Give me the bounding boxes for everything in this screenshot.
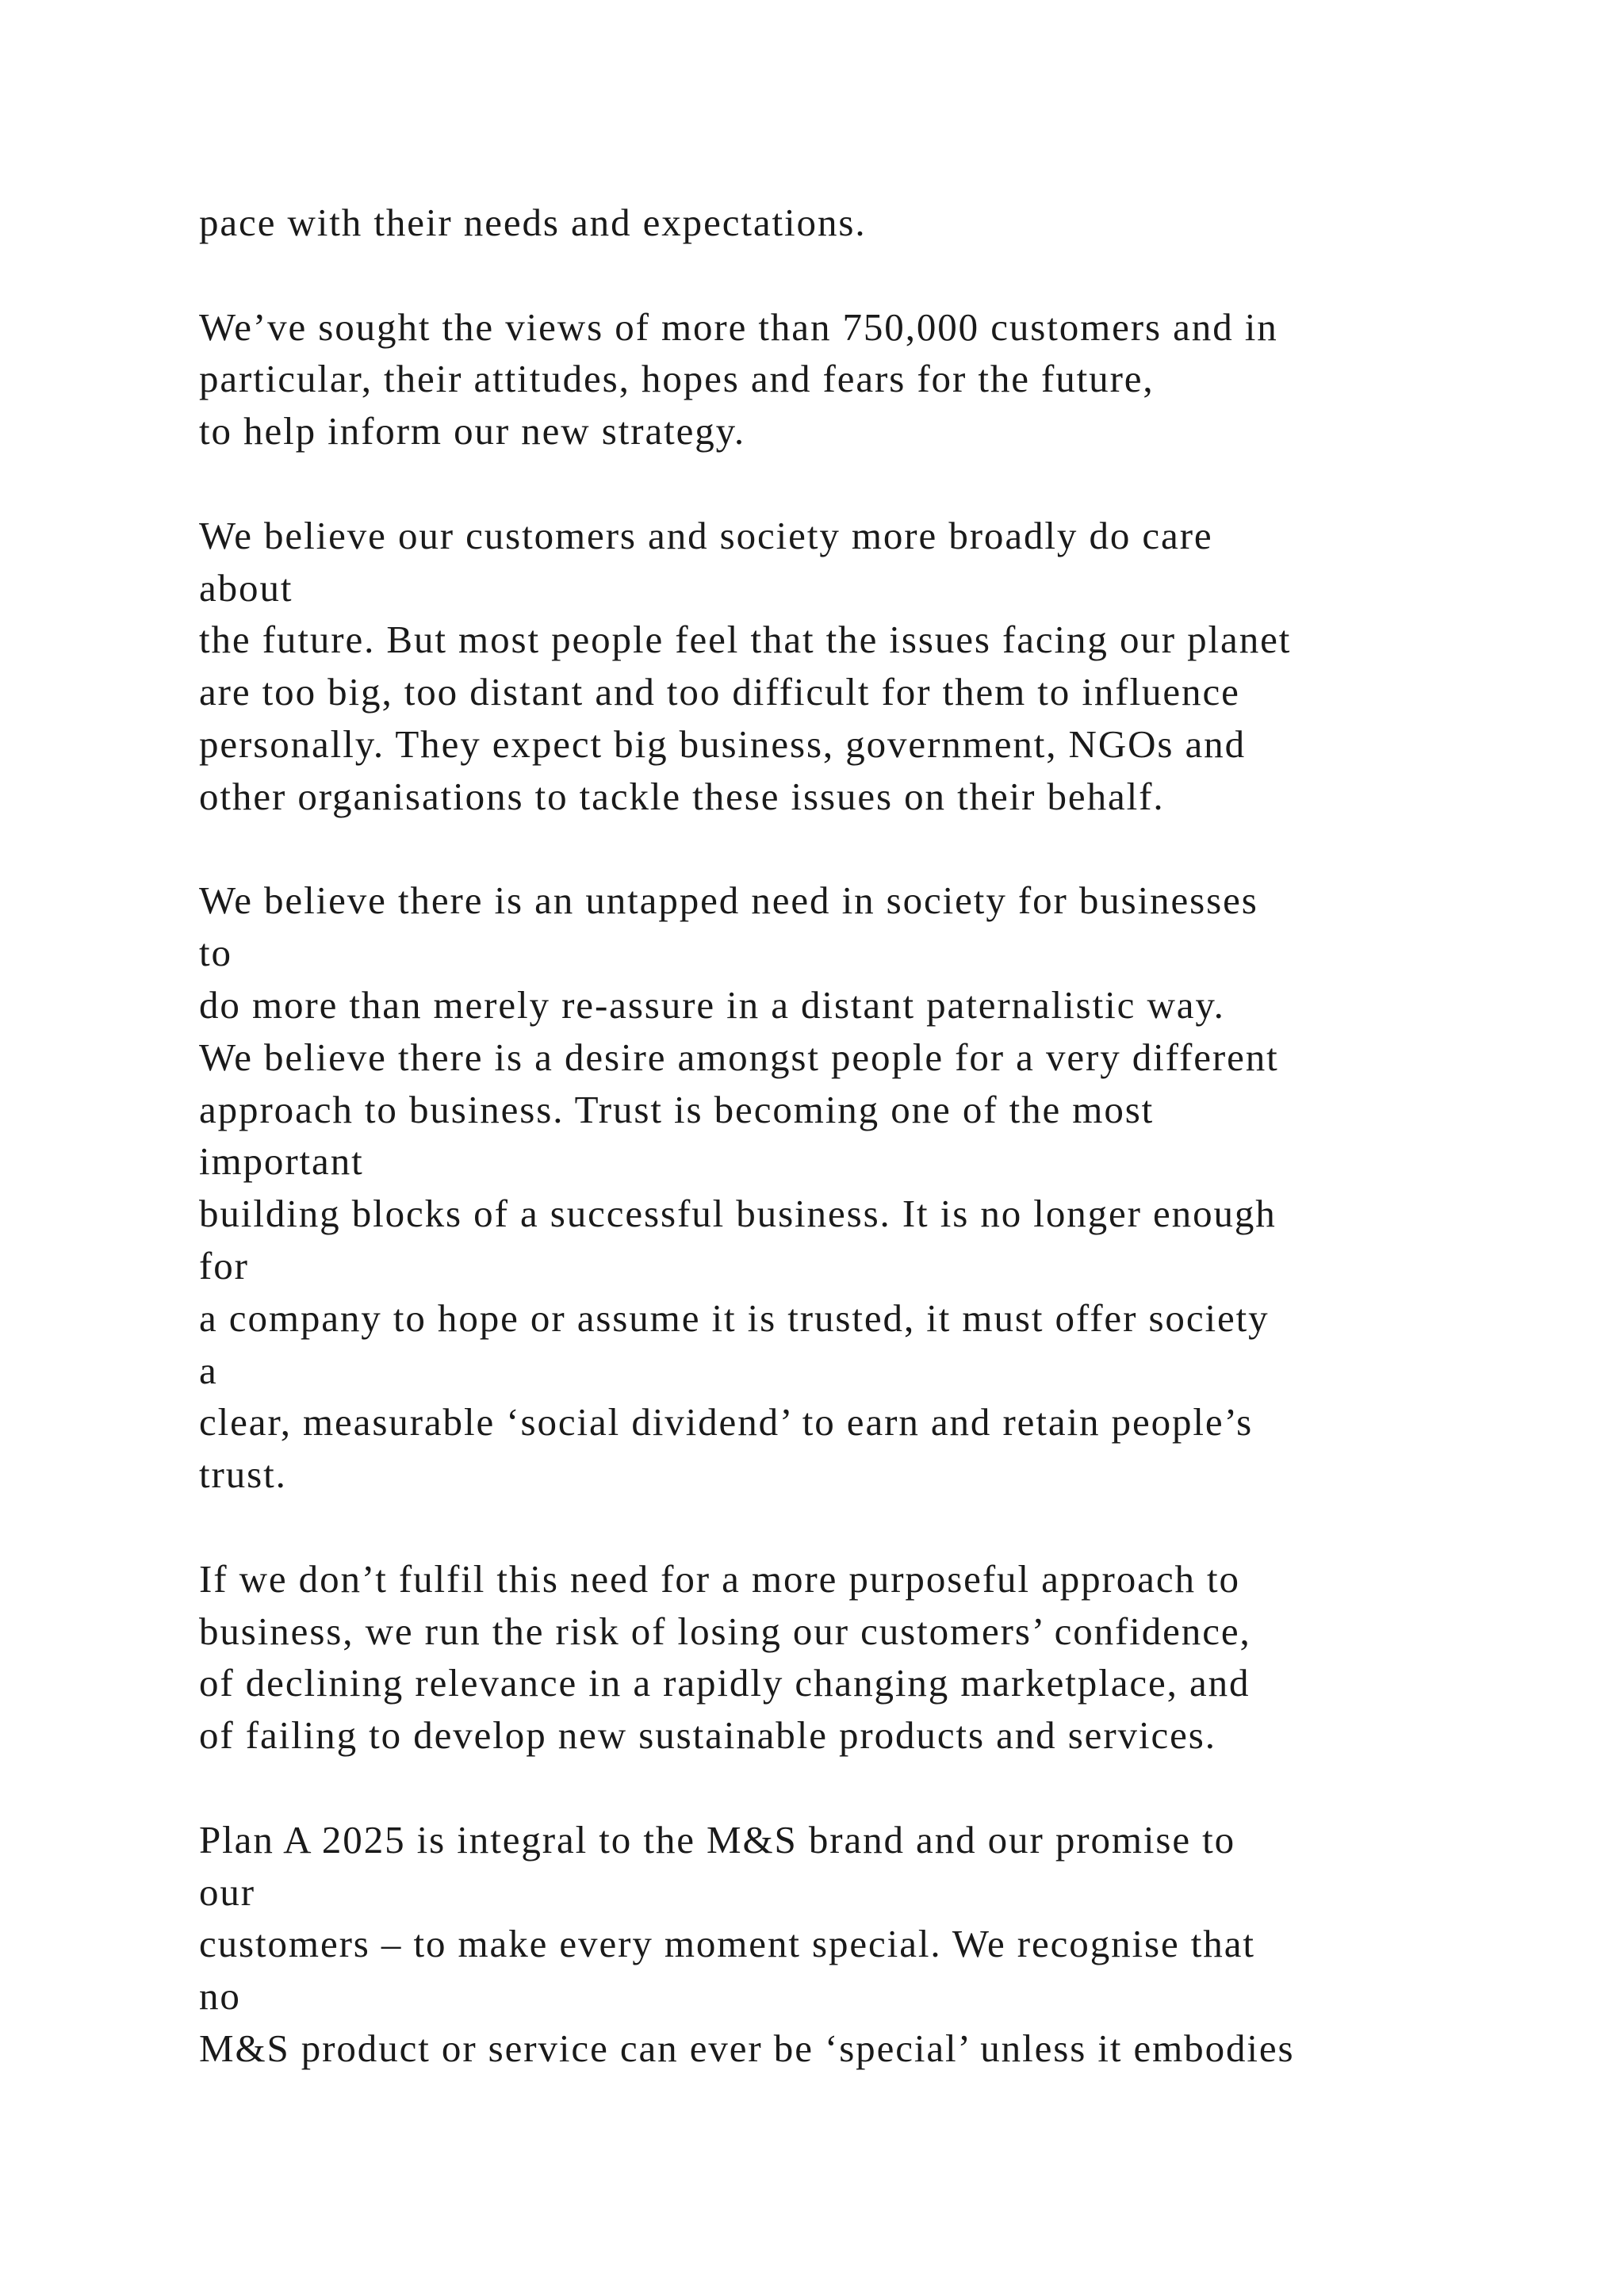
text-line: We believe there is a desire amongst people for a very different (199, 1035, 1279, 1079)
text-line: of failing to develop new sustainable products and services. (199, 1713, 1216, 1758)
text-line: customers – to make every moment special. We recognise that (199, 1922, 1255, 1966)
text-line: do more than merely re-assure in a distant paternalistic way. (199, 982, 1225, 1027)
text-line: clear, measurable ‘social dividend’ to earn and retain people’s (199, 1400, 1254, 1445)
text-line: If we don’t fulfil this need for a more purposeful approach to (199, 1556, 1240, 1601)
text-line: particular, their attitudes, hopes and fears for the future, (199, 357, 1155, 401)
text-line: business, we run the risk of losing our customers’ confidence, (199, 1609, 1251, 1653)
text-line: a (199, 1348, 218, 1392)
paragraph (199, 510, 1547, 823)
text-line: of declining relevance in a rapidly changing marketplace, and (199, 1661, 1251, 1705)
text-line: We believe there is an untapped need in society for businesses (199, 878, 1258, 923)
text-line: important (199, 1139, 364, 1184)
text-line: for (199, 1243, 249, 1288)
text-line: building blocks of a successful business. It is no longer enough (199, 1192, 1277, 1236)
text-line: about (199, 565, 293, 610)
text-line: to help inform our new strategy. (199, 409, 746, 453)
text-line: our (199, 1869, 256, 1914)
body-text (199, 197, 1547, 2075)
paragraph (199, 874, 1547, 1501)
text-line: personally. They expect big business, government, NGOs and (199, 721, 1246, 766)
text-line: trust. (199, 1452, 287, 1497)
text-line: no (199, 1974, 241, 2019)
paragraph (199, 197, 1547, 249)
text-line: the future. But most people feel that the issues facing our planet (199, 618, 1292, 662)
paragraph (199, 1553, 1547, 1762)
paragraph (199, 1814, 1547, 2075)
paragraph-gap (199, 1501, 1547, 1553)
text-line: a company to hope or assume it is trusted, it must offer society (199, 1295, 1270, 1340)
paragraph-gap (199, 1762, 1547, 1814)
text-line: other organisations to tackle these issues on their behalf. (199, 774, 1165, 818)
paragraph-gap (199, 823, 1547, 875)
text-line: are too big, too distant and too difficult for them to influence (199, 670, 1240, 714)
text-line: Plan A 2025 is integral to the M&S brand and our promise to (199, 1817, 1236, 1862)
paragraph-gap (199, 249, 1547, 301)
text-line: We believe our customers and society more broadly do care (199, 513, 1213, 557)
text-line: pace with their needs and expectations. (199, 201, 867, 244)
text-line: We’ve sought the views of more than 750,000 customers and in (199, 304, 1278, 349)
text-line: approach to business. Trust is becoming one of the most (199, 1087, 1155, 1131)
text-line: to (199, 931, 232, 975)
text-line: M&S product or service can ever be ‘special’ unless it embodies (199, 2026, 1295, 2070)
paragraph-gap (199, 457, 1547, 510)
paragraph (199, 301, 1547, 457)
